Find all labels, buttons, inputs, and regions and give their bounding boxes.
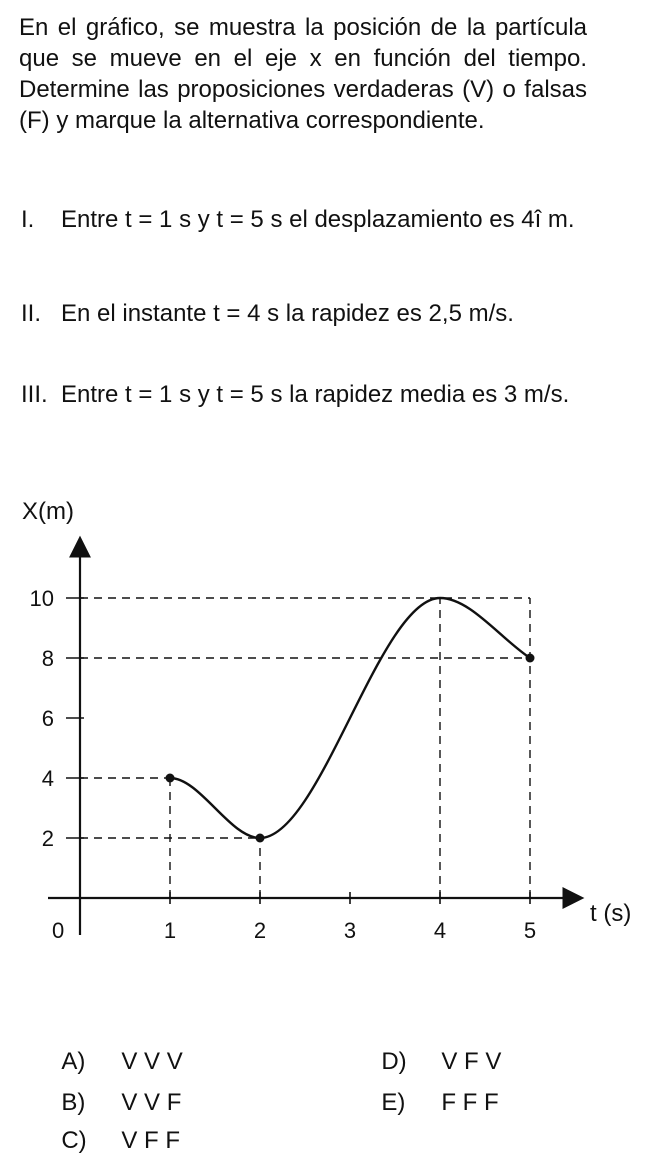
proposition-3: [21, 373, 587, 417]
position-time-graph: [0, 480, 654, 950]
proposition-1-text: Entre t = 1 s y t = 5 s el desplazamiento es 4î m.: [61, 206, 575, 233]
axis-ticks: [30, 586, 537, 943]
proposition-3-numeral: III.: [21, 381, 48, 408]
option-e[interactable]: [368, 1058, 499, 1118]
data-point-2: [256, 834, 265, 843]
proposition-1: [21, 198, 587, 242]
option-a-letter: A): [61, 1048, 86, 1075]
proposition-3-text: Entre t = 1 s y t = 5 s la rapidez media es 3 m/s.: [61, 381, 570, 408]
x-tick-label-5: 5: [523, 918, 537, 943]
reference-lines: [80, 598, 530, 898]
option-d-value: V F V: [441, 1048, 502, 1075]
question-intro: En el gráfico, se muestra la posición de la partícula que se mueve en el eje x en función del tiempo. Determine las proposiciones verdaderas (V) o falsas (F) y marque la alternativa correspondiente.: [19, 14, 587, 134]
y-tick-label-6: 6: [41, 706, 54, 731]
position-curve: [170, 598, 530, 838]
x-tick-label-2: 2: [253, 918, 267, 943]
proposition-2-text: En el instante t = 4 s la rapidez es 2,5 m/s.: [61, 300, 514, 327]
option-b-letter: B): [61, 1089, 86, 1116]
option-e-value: F F F: [441, 1089, 499, 1116]
option-c[interactable]: [48, 1096, 180, 1156]
y-tick-label-2: 2: [41, 826, 54, 851]
data-point-3: [526, 654, 535, 663]
origin-label: 0: [52, 918, 65, 943]
y-axis-label: X(m): [22, 498, 74, 525]
x-tick-label-3: 3: [343, 918, 357, 943]
x-tick-label-1: 1: [163, 918, 177, 943]
data-point-1: [166, 774, 175, 783]
proposition-1-numeral: I.: [21, 206, 35, 233]
proposition-2: [21, 292, 587, 336]
x-tick-label-4: 4: [433, 918, 447, 943]
option-a-value: V V V: [121, 1048, 183, 1075]
option-c-value: V F F: [121, 1127, 181, 1154]
y-tick-label-8: 8: [41, 646, 54, 671]
x-axis-label: t (s): [590, 900, 632, 927]
proposition-2-numeral: II.: [21, 300, 42, 327]
option-e-letter: E): [381, 1089, 406, 1116]
option-d-letter: D): [381, 1048, 407, 1075]
y-tick-label-4: 4: [41, 766, 54, 791]
y-tick-label-10: 10: [29, 586, 54, 611]
option-c-letter: C): [61, 1127, 87, 1154]
option-b-value: V V F: [121, 1089, 182, 1116]
